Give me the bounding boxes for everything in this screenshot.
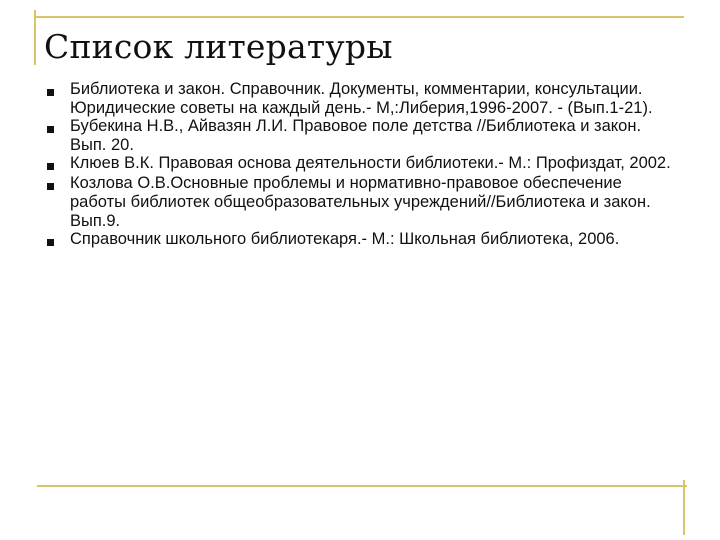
bottom-horizontal-accent-line: [37, 485, 687, 487]
square-bullet-icon: [46, 117, 70, 137]
reference-item-2: [46, 117, 674, 154]
reference-item-3: [46, 154, 674, 174]
reference-item-1: [46, 80, 674, 117]
reference-text-2: Бубекина Н.В., Айвазян Л.И. Правовое поле детства //Библиотека и закон. Вып. 20.: [70, 117, 642, 154]
top-horizontal-accent-line: [34, 16, 684, 18]
reference-item-5: [46, 230, 674, 250]
slide-title: Список литературы: [44, 27, 393, 66]
bottom-right-vertical-accent-line: [683, 480, 685, 535]
reference-text-4: Козлова О.В.Основные проблемы и нормативно-правовое обеспечение работы библиотек общеобразовательных учреждений//Библиотека и закон. Вып.9.: [70, 174, 651, 230]
square-bullet-icon: [46, 154, 70, 174]
square-bullet-icon: [46, 174, 70, 194]
references-list: [46, 80, 674, 250]
square-bullet-icon: [46, 80, 70, 100]
square-bullet-icon: [46, 230, 70, 250]
reference-text-3: Клюев В.К. Правовая основа деятельности библиотеки.- М.: Профиздат, 2002.: [70, 154, 671, 173]
reference-item-4: [46, 174, 674, 230]
reference-text-5: Справочник школьного библиотекаря.- М.: Школьная библиотека, 2006.: [70, 230, 620, 249]
top-left-vertical-accent-line: [34, 10, 36, 65]
reference-text-1: Библиотека и закон. Справочник. Документы, комментарии, консультации. Юридические советы на каждый день.- М,:Либерия,1996-2007. - (Вып.1-21).: [70, 80, 653, 117]
